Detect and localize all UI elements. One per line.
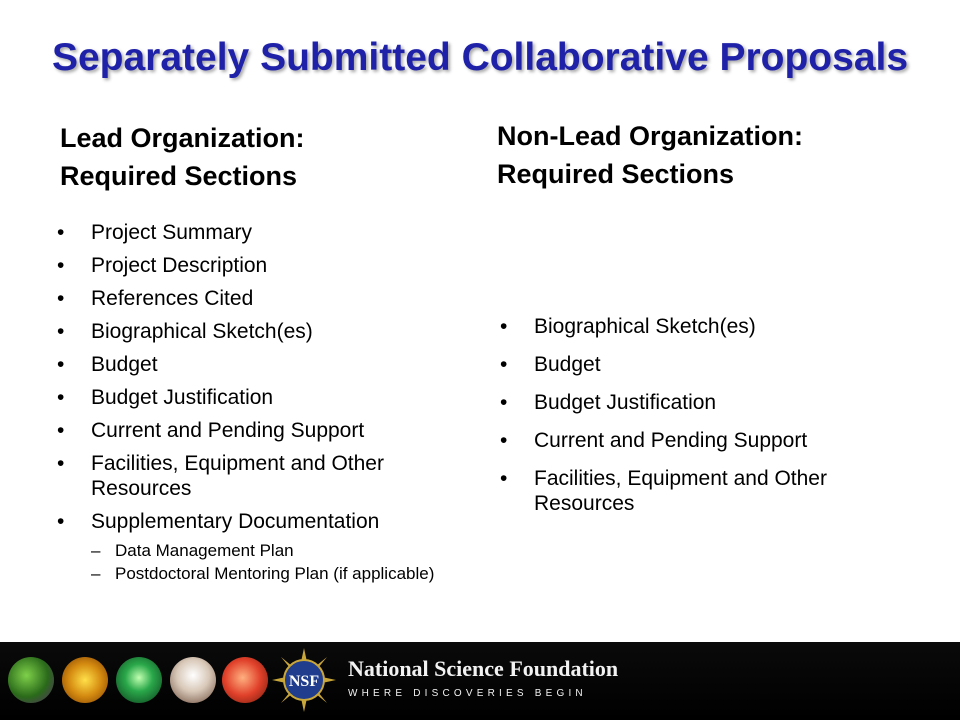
lead-org-heading-line2: Required Sections: [60, 161, 298, 191]
anatomy-icon: [222, 657, 268, 703]
list-item: • References Cited: [57, 286, 457, 311]
list-item: • Facilities, Equipment and Other Resources: [57, 451, 457, 501]
seal-text: NSF: [288, 673, 320, 690]
nsf-wordmark: [348, 656, 618, 699]
lead-org-heading-line1: Lead Organization:: [60, 123, 305, 153]
nsf-footer-banner: [0, 642, 960, 720]
list-item: • Project Description: [57, 253, 457, 278]
lead-required-sections-list: [57, 220, 457, 592]
frog-icon: [8, 657, 54, 703]
list-item: • Biographical Sketch(es): [57, 319, 457, 344]
supplementary-sublist: [91, 540, 457, 584]
list-item: • Facilities, Equipment and Other Resources: [500, 466, 900, 516]
org-name: National Science Foundation: [348, 656, 619, 681]
neuron-icon: [116, 657, 162, 703]
list-item: • Project Summary: [57, 220, 457, 245]
list-item: • Biographical Sketch(es): [500, 314, 900, 339]
list-item: • Budget: [57, 352, 457, 377]
list-item-supplementary: [57, 509, 457, 584]
nonlead-org-heading-line2: Required Sections: [497, 159, 735, 189]
lead-org-heading: [60, 119, 305, 195]
list-item-label: Supplementary Documentation: [91, 510, 380, 533]
nonlead-required-sections-list: [500, 314, 900, 529]
nsf-seal-icon: [272, 648, 336, 712]
list-item: • Current and Pending Support: [500, 428, 900, 453]
sublist-item: – Postdoctoral Mentoring Plan (if applicable): [91, 563, 457, 584]
list-item: • Budget Justification: [57, 385, 457, 410]
nonlead-org-heading-line1: Non-Lead Organization:: [497, 121, 803, 151]
nonlead-org-heading: [497, 117, 803, 193]
list-item: • Budget: [500, 352, 900, 377]
scientists-icon: [170, 657, 216, 703]
org-tagline: WHERE DISCOVERIES BEGIN: [348, 688, 587, 699]
slide-title: Separately Submitted Collaborative Proposals: [51, 36, 909, 79]
lab-icon: [62, 657, 108, 703]
sublist-item: – Data Management Plan: [91, 540, 457, 561]
list-item: • Budget Justification: [500, 390, 900, 415]
list-item: • Current and Pending Support: [57, 418, 457, 443]
